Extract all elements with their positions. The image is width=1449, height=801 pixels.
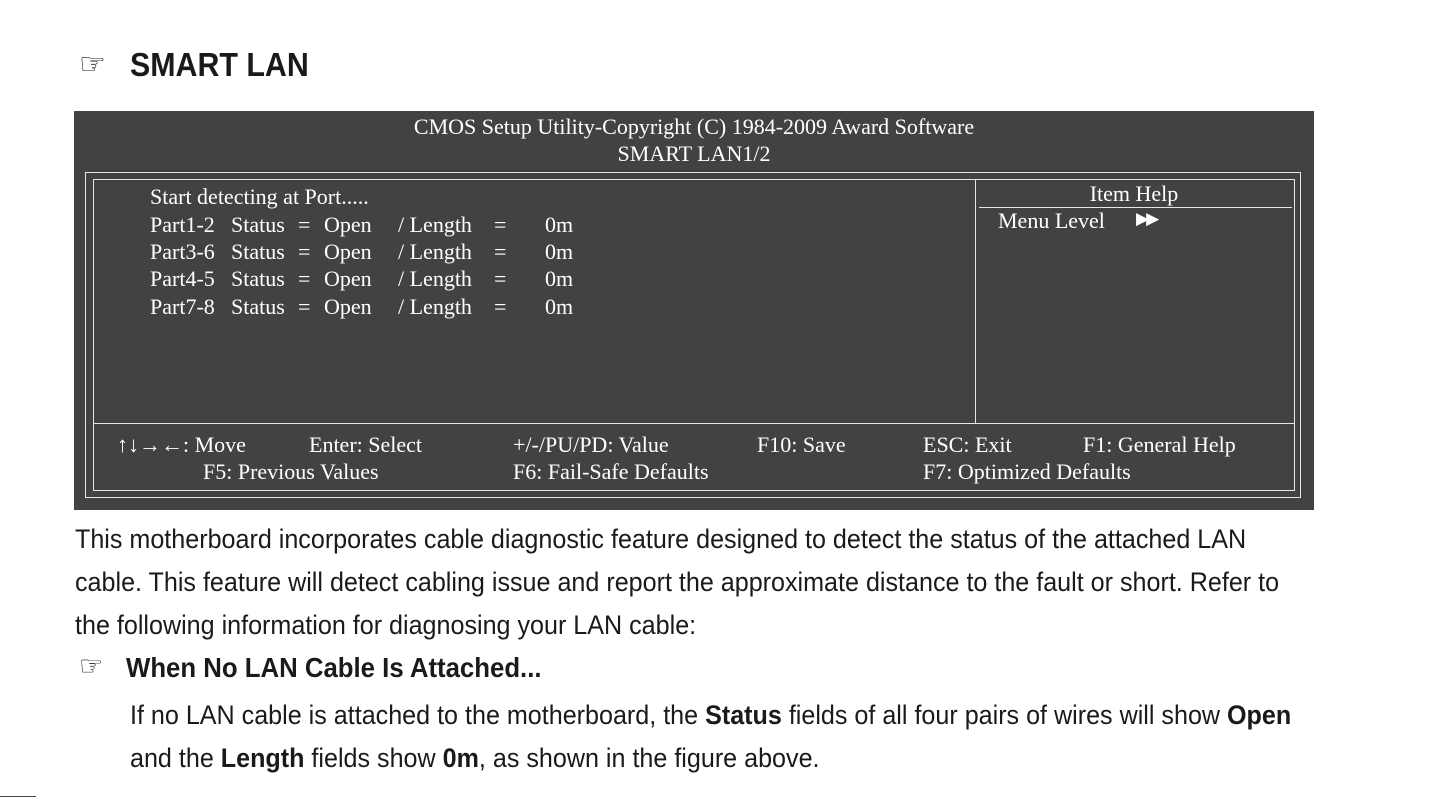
length-term: Length: [220, 743, 305, 773]
length-label: / Length: [398, 239, 472, 264]
key-move: ↑↓→←: Move: [117, 432, 246, 457]
explanation-text: fields show: [304, 743, 443, 773]
equals-sign: =: [298, 239, 311, 264]
key-f7-optimized: F7: Optimized Defaults: [923, 459, 1131, 484]
length-value: 0m: [545, 294, 574, 319]
length-value: 0m: [545, 239, 574, 264]
zero-m-term: 0m: [442, 743, 479, 773]
status-term: Status: [705, 700, 782, 730]
pair-name: Part4-5: [150, 266, 215, 291]
pointing-hand-icon: ☞: [79, 47, 106, 82]
key-esc-exit: ESC: Exit: [923, 432, 1012, 457]
length-label: / Length: [398, 212, 472, 237]
explanation-line-1: [130, 694, 1291, 737]
pair-name: Part3-6: [150, 239, 215, 264]
explanation-text: If no LAN cable is attached to the motherboard, the: [130, 700, 706, 730]
explanation-text: fields of all four pairs of wires will show: [781, 700, 1228, 730]
key-enter-select: Enter: Select: [309, 432, 423, 457]
subheading-no-cable: When No LAN Cable Is Attached...: [126, 652, 542, 683]
key-value: +/-/PU/PD: Value: [513, 432, 669, 457]
pointing-hand-icon: ☞: [79, 651, 104, 682]
length-value: 0m: [545, 266, 574, 291]
explanation-text: , as shown in the figure above.: [478, 743, 820, 773]
status-label: Status: [231, 294, 285, 319]
key-f10-save: F10: Save: [757, 432, 846, 457]
equals-sign: =: [494, 266, 507, 291]
status-value: Open: [324, 239, 372, 264]
length-label: / Length: [398, 294, 472, 319]
status-label: Status: [231, 212, 285, 237]
bios-header-menu-title: SMART LAN1/2: [617, 141, 771, 166]
equals-sign: =: [298, 266, 311, 291]
pair-name: Part7-8: [150, 294, 215, 319]
equals-sign: =: [494, 239, 507, 264]
explanation-line-2: [130, 737, 820, 780]
menu-level-arrows-icon: ▶▶: [1136, 209, 1157, 229]
bios-header-copyright: CMOS Setup Utility-Copyright (C) 1984-2009 Award Software: [413, 114, 975, 139]
equals-sign: =: [494, 212, 507, 237]
status-value: Open: [324, 294, 372, 319]
key-f1-help: F1: General Help: [1083, 432, 1236, 457]
start-detecting-label: Start detecting at Port.....: [150, 184, 369, 209]
key-f6-failsafe: F6: Fail-Safe Defaults: [513, 459, 709, 484]
equals-sign: =: [298, 294, 311, 319]
explanation-text: and the: [130, 743, 221, 773]
status-label: Status: [231, 239, 285, 264]
menu-level-label: Menu Level: [998, 208, 1105, 233]
equals-sign: =: [494, 294, 507, 319]
item-help-title: Item Help: [1089, 181, 1179, 206]
equals-sign: =: [298, 212, 311, 237]
page-corner-mark: [0, 796, 36, 797]
length-value: 0m: [545, 212, 574, 237]
description-line-3: the following information for diagnosing your LAN cable:: [75, 610, 697, 640]
key-f5-previous: F5: Previous Values: [203, 459, 379, 484]
length-label: / Length: [398, 266, 472, 291]
bios-screen: [74, 111, 1314, 510]
status-label: Status: [231, 266, 285, 291]
section-title: SMART LAN: [130, 46, 309, 83]
description-line-2: cable. This feature will detect cabling issue and report the approximate distance to the fault or short. Refer to: [75, 567, 1280, 597]
bios-help-divider: [975, 179, 976, 423]
bios-footer-divider: [93, 423, 1295, 424]
status-value: Open: [324, 266, 372, 291]
pair-name: Part1-2: [150, 212, 215, 237]
status-value: Open: [324, 212, 372, 237]
open-term: Open: [1227, 700, 1292, 730]
description-line-1: This motherboard incorporates cable diagnostic feature designed to detect the status of the attached LAN: [75, 524, 1247, 554]
